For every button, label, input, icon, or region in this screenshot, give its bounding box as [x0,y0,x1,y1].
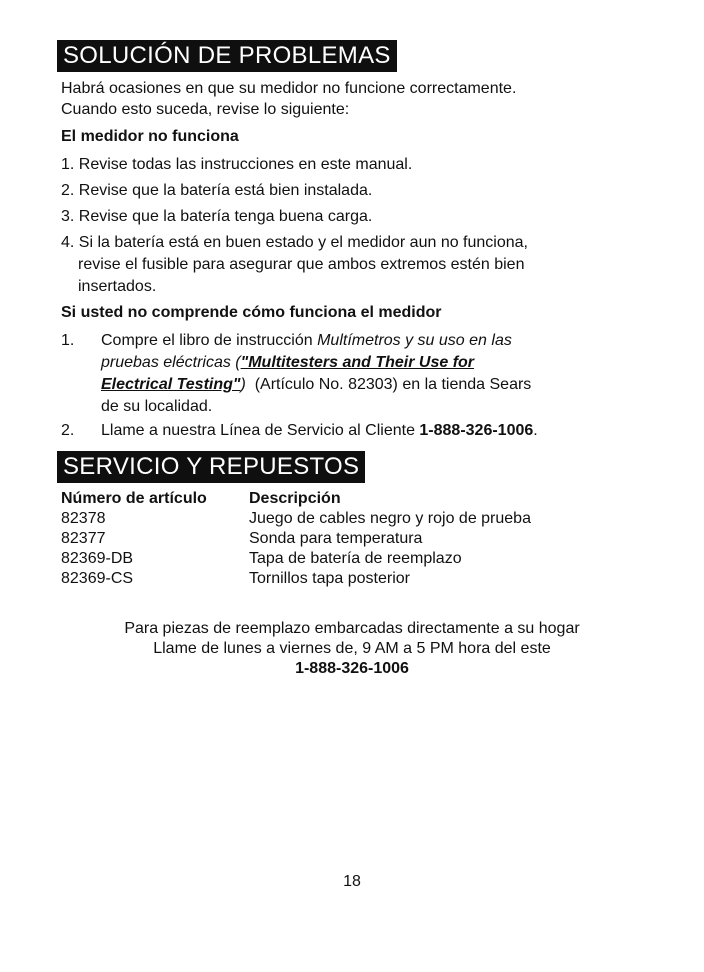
list-item [61,180,372,201]
list-text: Revise que la batería está bien instalada. [78,182,373,199]
list-number: 2. [61,422,75,439]
list-number: 2. [61,182,75,199]
list-text [101,330,512,351]
list-text-continued [101,374,531,395]
part-description: Tapa de batería de reemplazo [249,550,462,567]
list-text: Si la batería está en buen estado y el medidor aun no funciona, [78,234,528,251]
list-item [61,154,412,175]
footer-phone: 1-888-326-1006 [295,660,409,677]
text-plain: Compre el libro de instrucción [101,332,318,349]
footer-note-line-2: Llame de lunes a viernes de, 9 AM a 5 PM hora del este [153,640,551,657]
section-title-service-parts: SERVICIO Y REPUESTOS [57,451,365,483]
intro-line-1: Habrá ocasiones en que su medidor no funcione correctamente. [61,80,517,97]
part-number: 82378 [61,510,106,527]
list-number: 4. [61,234,75,251]
part-number: 82377 [61,530,106,547]
book-title-spanish: Multímetros y su uso en las [317,332,512,349]
part-description: Sonda para temperatura [249,530,423,547]
page-number: 18 [343,873,361,890]
book-title-english: "Multitesters and Their Use for [240,354,475,371]
list-number: 1. [61,332,75,349]
list-text [101,420,538,441]
table-header-part-number: Número de artículo [61,490,207,507]
book-title-english: Electrical Testing" [101,376,241,393]
list-item [61,232,528,253]
list-text-continued: insertados. [78,278,157,295]
list-number: 3. [61,208,75,225]
table-header-description: Descripción [249,490,341,507]
list-item [61,206,372,227]
part-number: 82369-CS [61,570,134,587]
list-text-continued [101,352,474,373]
part-description: Juego de cables negro y rojo de prueba [249,510,531,527]
subheading-how-meter-works: Si usted no comprende cómo funciona el medidor [61,304,442,321]
part-number: 82369-DB [61,550,134,567]
subheading-meter-not-working: El medidor no funciona [61,128,239,145]
book-title-spanish: pruebas eléctricas ( [101,354,241,371]
footer-note-line-1: Para piezas de reemplazo embarcadas directamente a su hogar [124,620,580,637]
section-title-troubleshooting: SOLUCIÓN DE PROBLEMAS [57,40,397,72]
text-plain: Llame a nuestra Línea de Servicio al Cliente [101,422,420,439]
list-text-continued: revise el fusible para asegurar que ambos extremos estén bien [78,256,525,273]
customer-service-phone: 1-888-326-1006 [419,422,534,439]
intro-line-2: Cuando esto suceda, revise lo siguiente: [61,101,350,118]
list-text: Revise todas las instrucciones en este manual. [78,156,413,173]
part-description: Tornillos tapa posterior [249,570,410,587]
list-text-continued: de su localidad. [101,398,213,415]
list-number: 1. [61,156,75,173]
list-text: Revise que la batería tenga buena carga. [78,208,373,225]
text-italic: ) [240,376,246,393]
text-plain: (Artículo No. 82303) en la tienda Sears [245,376,532,393]
text-plain: . [533,422,538,439]
